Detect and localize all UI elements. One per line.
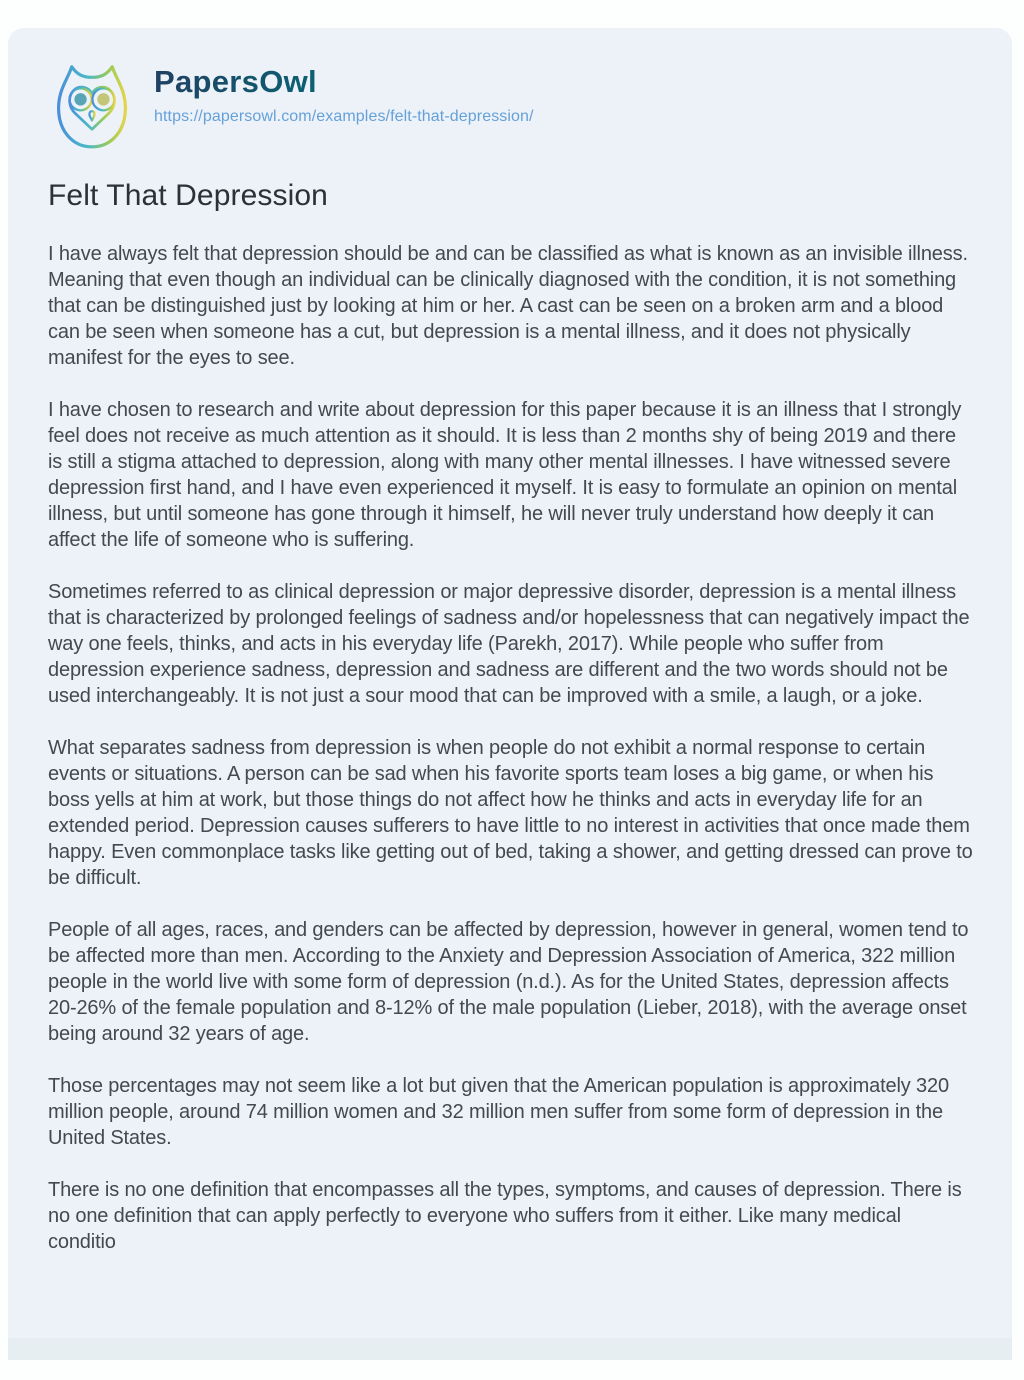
paragraph-1: I have always felt that depression should be and can be classified as what is known as an invisible illness. Meaning that even though an individual can be clinically diagnosed with the condition, it is not something that can be distinguished just by looking at him or her. A cast can be seen on a broken arm and a blood can be seen when someone has a cut, but depression is a mental illness, and it does not physically manifest for the eyes to see. [48, 243, 968, 369]
paragraph-4: What separates sadness from depression is when people do not exhibit a normal response to certain events or situations. A person can be sad when his favorite sports team loses a big game, or when his boss yells at him at work, but those things do not affect how he thinks and acts in everyday life for an extended period. Depression causes sufferers to have little to no interest in activities that once made them happy. Even commonplace tasks like getting out of bed, taking a shower, and getting dressed can prove to be difficult. [48, 737, 973, 889]
brand-block [154, 58, 534, 126]
essay-body [48, 241, 974, 1255]
page-title: Felt That Depression [48, 179, 328, 212]
site-header [48, 58, 978, 153]
paragraph-3: Sometimes referred to as clinical depression or major depressive disorder, depression is a mental illness that is characterized by prolonged feelings of sadness and/or hopelessness that can negatively impact the way one feels, thinks, and acts in his everyday life (Parekh, 2017). While people who suffer from depression experience sadness, depression and sadness are different and the two words should not be used interchangeably. It is not just a sour mood that can be improved with a smile, a laugh, or a joke. [48, 581, 970, 707]
paragraph-5: People of all ages, races, and genders can be affected by depression, however in general, women tend to be affected more than men. According to the Anxiety and Depression Association of America, 322 million people in the world live with some form of depression (n.d.). As for the United States, depression affects 20-26% of the female population and 8-12% of the male population (Lieber, 2018), with the average onset being around 32 years of age. [48, 919, 969, 1045]
paragraph-6: Those percentages may not seem like a lot but given that the American population is approximately 320 million people, around 74 million women and 32 million men suffer from some form of depression in the United States. [48, 1075, 949, 1149]
paragraph-2: I have chosen to research and write about depression for this paper because it is an illness that I strongly feel does not receive as much attention as it should. It is less than 2 months shy of being 2019 and there is still a stigma attached to depression, along with many other mental illnesses. I have witnessed severe depression first hand, and I have even experienced it myself. It is easy to formulate an opinion on mental illness, but until someone has gone through it himself, he will never truly understand how deeply it can affect the life of someone who is suffering. [48, 399, 962, 551]
source-url-link[interactable]: https://papersowl.com/examples/felt-that-depression/ [154, 108, 534, 125]
papersowl-logo[interactable] [48, 58, 136, 153]
essay-card [8, 28, 1012, 1358]
paragraph-7-truncated: There is no one definition that encompasses all the types, symptoms, and causes of depression. There is no one definition that can apply perfectly to everyone who suffers from it either. Like many medical conditio [48, 1179, 962, 1253]
owl-logo-icon [48, 58, 136, 153]
brand-name[interactable]: PapersOwl [154, 64, 317, 99]
